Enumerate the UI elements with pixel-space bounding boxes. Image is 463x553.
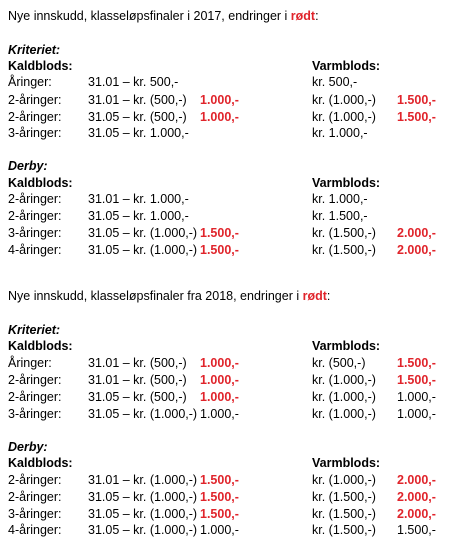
age-label: 4-åringer: (8, 523, 62, 537)
table-row (8, 242, 458, 258)
age-label: 2-åringer: (8, 110, 62, 124)
kald-new-fee: 1.000,- (200, 523, 239, 537)
varm-fee: kr. (1.000,-) (312, 110, 376, 124)
kald-fee: 31.01 – kr. 1.000,- (88, 192, 189, 206)
kaldblods-label: Kaldblods: (8, 456, 73, 470)
group-labels-row (8, 455, 458, 471)
table-row (8, 522, 458, 538)
group-title-row (8, 158, 458, 174)
kald-new-fee: 1.500,- (200, 490, 239, 504)
age-label: 3-åringer: (8, 126, 62, 140)
varm-fee: kr. 1.500,- (312, 209, 368, 223)
age-label: 3-åringer: (8, 407, 62, 421)
varm-new-fee: 1.000,- (397, 390, 436, 404)
kald-new-fee: 1.000,- (200, 110, 239, 124)
table-row (8, 355, 458, 371)
kald-fee: 31.01 – kr. (500,-) (88, 93, 187, 107)
age-label: 2-åringer: (8, 373, 62, 387)
group-title-row (8, 322, 458, 338)
kald-new-fee: 1.000,- (200, 93, 239, 107)
group-title: Derby: (8, 159, 48, 173)
table-row (8, 109, 458, 125)
kald-fee: 31.01 – kr. (500,-) (88, 356, 187, 370)
group-title: Derby: (8, 440, 48, 454)
group-title: Kriteriet: (8, 43, 61, 57)
varmblods-label: Varmblods: (312, 339, 381, 353)
age-label: 2-åringer: (8, 93, 62, 107)
group-title: Kriteriet: (8, 323, 61, 337)
varm-fee: kr. (1.000,-) (312, 93, 376, 107)
group-labels-row (8, 338, 458, 354)
varm-new-fee: 2.000,- (397, 490, 436, 504)
heading-red-word: rødt (290, 9, 316, 23)
kald-fee: 31.05 – kr. (1.000,-) (88, 523, 198, 537)
varm-new-fee: 1.500,- (397, 373, 436, 387)
table-row (8, 225, 458, 241)
age-label: 2-åringer: (8, 473, 62, 487)
kaldblods-label: Kaldblods: (8, 59, 73, 73)
table-row (8, 208, 458, 224)
kaldblods-label: Kaldblods: (8, 176, 73, 190)
varm-fee: kr. (500,-) (312, 356, 366, 370)
varm-fee: kr. (1.000,-) (312, 473, 376, 487)
kald-new-fee: 1.500,- (200, 507, 239, 521)
kald-fee: 31.05 – kr. (1.000,-) (88, 507, 198, 521)
varm-fee: kr. (1.500,-) (312, 523, 376, 537)
varm-fee: kr. (1.500,-) (312, 243, 376, 257)
table-row (8, 125, 458, 141)
table-row (8, 92, 458, 108)
kald-fee: 31.01 – kr. (500,-) (88, 373, 187, 387)
varm-new-fee: 2.000,- (397, 226, 436, 240)
group-title-row (8, 42, 458, 58)
varm-fee: kr. 500,- (312, 75, 358, 89)
age-label: 2-åringer: (8, 390, 62, 404)
varmblods-label: Varmblods: (312, 59, 381, 73)
varm-fee: kr. 1.000,- (312, 192, 368, 206)
heading-colon: : (315, 9, 319, 23)
heading-text: Nye innskudd, klasseløpsfinaler fra 2018, endringer i (8, 289, 303, 303)
age-label: 2-åringer: (8, 192, 62, 206)
table-row (8, 74, 458, 90)
kald-fee: 31.05 – kr. (1.000,-) (88, 407, 198, 421)
varm-fee: kr. (1.500,-) (312, 490, 376, 504)
section-heading (8, 8, 458, 24)
varmblods-label: Varmblods: (312, 456, 381, 470)
table-row (8, 191, 458, 207)
kald-fee: 31.05 – kr. (1.000,-) (88, 490, 198, 504)
kald-fee: 31.05 – kr. (1.000,-) (88, 226, 198, 240)
varm-new-fee: 2.000,- (397, 473, 436, 487)
table-row (8, 389, 458, 405)
age-label: Åringer: (8, 75, 52, 89)
varm-new-fee: 1.500,- (397, 356, 436, 370)
kald-fee: 31.05 – kr. (500,-) (88, 110, 187, 124)
varm-new-fee: 1.500,- (397, 523, 436, 537)
varmblods-label: Varmblods: (312, 176, 381, 190)
varm-new-fee: 2.000,- (397, 243, 436, 257)
varm-new-fee: 2.000,- (397, 507, 436, 521)
kaldblods-label: Kaldblods: (8, 339, 73, 353)
kald-fee: 31.05 – kr. (1.000,-) (88, 243, 198, 257)
kald-new-fee: 1.000,- (200, 356, 239, 370)
group-labels-row (8, 175, 458, 191)
table-row (8, 406, 458, 422)
age-label: 4-åringer: (8, 243, 62, 257)
varm-fee: kr. (1.000,-) (312, 390, 376, 404)
varm-fee: kr. 1.000,- (312, 126, 368, 140)
age-label: 3-åringer: (8, 507, 62, 521)
kald-new-fee: 1.000,- (200, 390, 239, 404)
kald-fee: 31.05 – kr. 1.000,- (88, 209, 189, 223)
heading-text: Nye innskudd, klasseløpsfinaler i 2017, endringer i (8, 9, 291, 23)
varm-new-fee: 1.500,- (397, 93, 436, 107)
kald-fee: 31.01 – kr. (1.000,-) (88, 473, 198, 487)
table-row (8, 506, 458, 522)
kald-fee: 31.05 – kr. (500,-) (88, 390, 187, 404)
table-row (8, 489, 458, 505)
kald-fee: 31.01 – kr. 500,- (88, 75, 179, 89)
kald-new-fee: 1.000,- (200, 407, 239, 421)
varm-fee: kr. (1.500,-) (312, 226, 376, 240)
age-label: 3-åringer: (8, 226, 62, 240)
age-label: 2-åringer: (8, 490, 62, 504)
kald-new-fee: 1.500,- (200, 226, 239, 240)
varm-new-fee: 1.000,- (397, 407, 436, 421)
varm-fee: kr. (1.000,-) (312, 407, 376, 421)
kald-fee: 31.05 – kr. 1.000,- (88, 126, 189, 140)
section-heading (8, 288, 458, 304)
varm-fee: kr. (1.000,-) (312, 373, 376, 387)
kald-new-fee: 1.500,- (200, 473, 239, 487)
group-labels-row (8, 58, 458, 74)
table-row (8, 472, 458, 488)
group-title-row (8, 439, 458, 455)
table-row (8, 372, 458, 388)
kald-new-fee: 1.500,- (200, 243, 239, 257)
heading-red-word: rødt (302, 289, 327, 303)
heading-colon: : (326, 289, 331, 303)
kald-new-fee: 1.000,- (200, 373, 239, 387)
age-label: 2-åringer: (8, 209, 62, 223)
varm-fee: kr. (1.500,-) (312, 507, 376, 521)
varm-new-fee: 1.500,- (397, 110, 436, 124)
age-label: Åringer: (8, 356, 52, 370)
